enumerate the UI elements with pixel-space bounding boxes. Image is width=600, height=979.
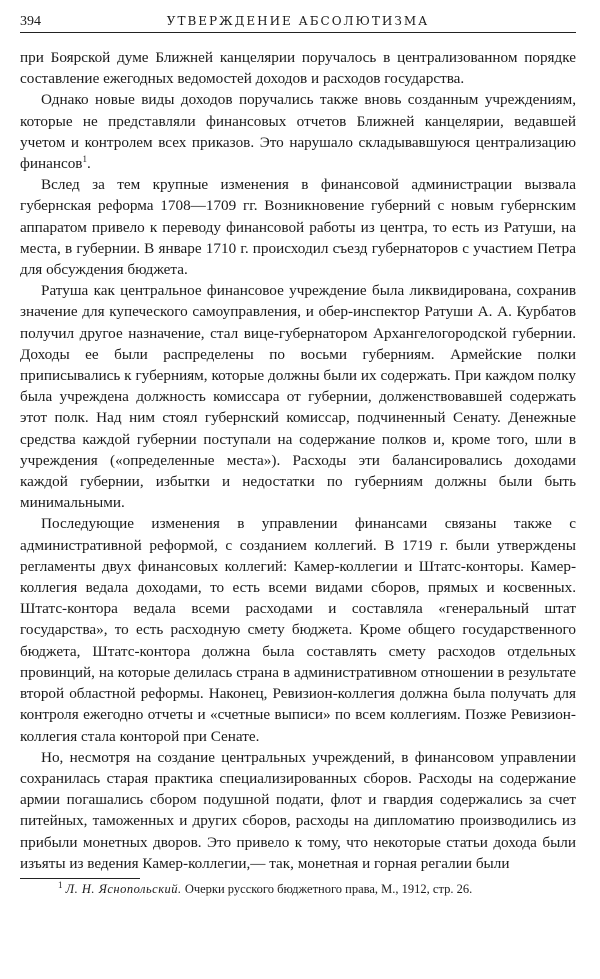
paragraph-2-end: . bbox=[86, 155, 91, 173]
footnote-reference: 1 bbox=[82, 153, 87, 164]
paragraph-6 bbox=[20, 747, 576, 874]
running-title: УТВЕРЖДЕНИЕ АБСОЛЮТИЗМА bbox=[166, 14, 430, 28]
footnote-citation: Очерки русского бюджетного права, М., 1912, стр. 26. bbox=[184, 881, 473, 896]
paragraph-6-text: Но, несмотря на создание центральных учреждений, в финансовом управлении сохранилась старая практика специализированных сборов. Расходы на содержание армии погашались сбором подушной подати, флот и гвардия содержались за счет питейных, таможенных и других сборов, расходы на дипломатию производились из прибыли монетных дворов. Это привело к тому, что некоторые статьи дохода были изъяты из ведения Камер-коллегии,— так, монетная и горная регалии были bbox=[20, 748, 576, 872]
body-text bbox=[20, 47, 576, 874]
paragraph-5-text: Последующие изменения в управлении финансами связаны также с административной реформой, с созданием коллегий. В 1719 г. были утверждены регламенты двух финансовых коллегий: Камер-коллегии и Штатс-конторы. Камер-коллегия ведала доходами, то есть всеми видами сборов, прямых и косвенных. Штатс-контора ведала всеми расходами и составляла «генеральный штат государства», то есть расходную смету бюджета. Кроме общего государственного бюджета, Штатс-контора должна была составлять смету расходов отдельных провинций, на которые делилась страна в административном отношении в результате второй областной реформы. Наконец, Ревизион-коллегия должна была получать для контроля ежегодно отчеты и «счетные выписи» по всем коллегиям. Позже Ревизион-коллегия стала конторой при Сенате. bbox=[20, 515, 576, 745]
paragraph-2 bbox=[20, 89, 576, 174]
paragraph-3 bbox=[20, 174, 576, 280]
footnote-divider bbox=[20, 878, 140, 879]
footnote-marker: 1 bbox=[58, 879, 63, 890]
paragraph-3-text: Вслед за тем крупные изменения в финансовой администрации вызвала губернская реформа 1708—1709 гг. Возникновение губерний с новым губернским аппаратом привело к переводу финансовой работы из центра, то есть из Ратуши, на места, в губернии. В январе 1710 г. происходил съезд губернаторов с участием Петра для обсуждения бюджета. bbox=[20, 176, 576, 279]
paragraph-4 bbox=[20, 280, 576, 513]
paragraph-1-text: при Боярской думе Ближней канцелярии поручалось в централизованном порядке составление ежегодных ведомостей доходов и расходов государства. bbox=[20, 49, 576, 88]
book-page bbox=[20, 10, 576, 897]
paragraph-4-text: Ратуша как центральное финансовое учреждение была ликвидирована, сохранив значение для купеческого самоуправления, и обер-инспектор Ратуши А. А. Курбатов получил другое назначение, стал вице-губернатором Архангелогородской губернии. Доходы ее были распределены по восьми губерниям. Армейские полки приписывались к губерниям, которые должны были их содержать. При каждом полку была учреждена должность комиссара от губернии, долженствовавшей содержать этот полк. Над ним стоял губернский комиссар, подчиненный Сенату. Денежные средства каждой губернии поступали на содержание полков и, кроме того, шли в учреждения («определенные места»). Расходы эти балансировались доходами каждой губернии, избытки и недостатки по губерниям должны были быть минимальными. bbox=[20, 282, 576, 512]
paragraph-2-text: Однако новые виды доходов поручались также вновь созданным учреждениям, которые не представляли финансовых отчетов Ближней канцелярии, ведавшей учетом и контролем всех приказов. Это нарушало складывавшуюся централизацию финансов bbox=[20, 91, 576, 173]
paragraph-5 bbox=[20, 513, 576, 746]
footnote bbox=[20, 881, 576, 897]
paragraph-1 bbox=[20, 47, 576, 89]
running-head bbox=[20, 10, 576, 33]
footnote-author: Л. Н. Яснопольский. bbox=[65, 881, 182, 896]
page-number: 394 bbox=[20, 14, 41, 29]
